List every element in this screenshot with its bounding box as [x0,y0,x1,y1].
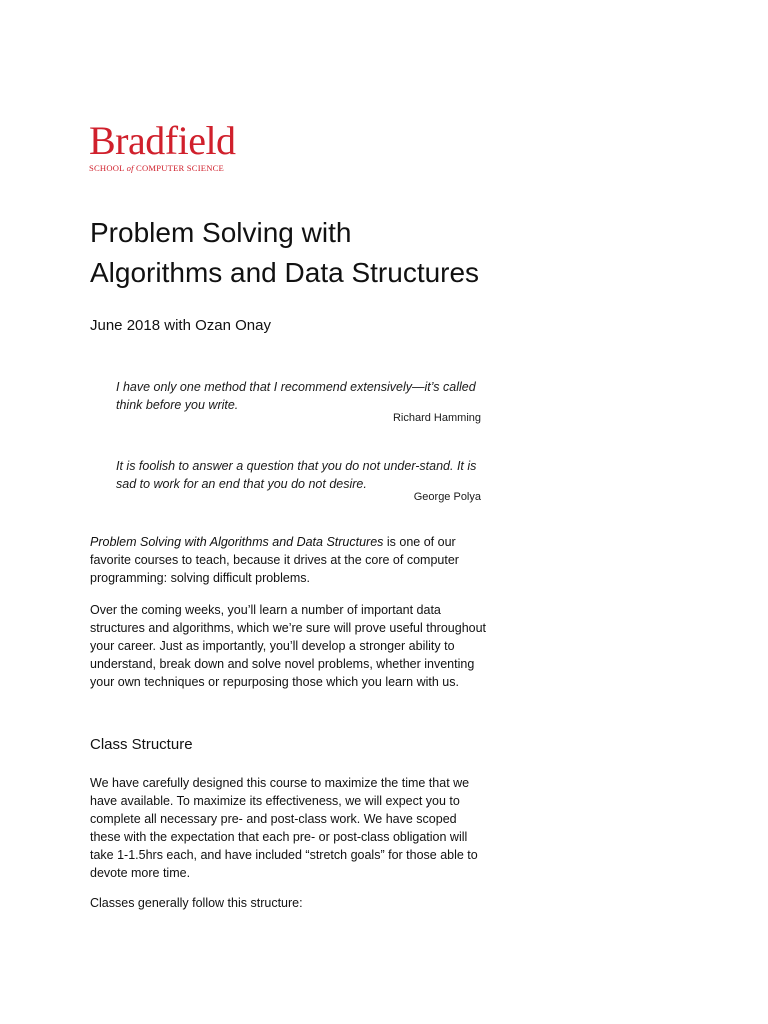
body-paragraph: Over the coming weeks, you’ll learn a number of important data structures and algorithms, which we’re sure will prove useful throughout your career. Just as importantly, you’ll develop a stronger ability to understand, break down and solve novel problems, whether inventing your own techniques or repurposing those which you learn with us. [90,603,487,689]
body-paragraph: We have carefully designed this course to maximize the time that we have available. To maximize its effectiveness, we will expect you to complete all necessary pre- and post-class work. We have scoped these with the expectation that each pre- or post-class obligation will take 1-1.5hrs each, and have included “stretch goals” for those able to devote more time. [90,776,478,880]
intro-text: is one of our favorite courses to teach, because it drives at the core of computer programming: solving difficult problems. [90,535,459,585]
quote-text: It is foolish to answer a question that you do not under-stand. It is sad to work for an end that you do not desire. [116,459,477,491]
logo-subtitle-of: of [126,163,134,173]
section-heading: Class Structure [90,736,193,753]
logo-subtitle-prefix: SCHOOL [89,163,127,173]
logo-subtitle [89,163,259,173]
logo-wordmark: Bradfield [89,118,236,163]
epigraph-quote [116,457,481,504]
bradfield-logo [89,120,259,173]
page-title [90,213,590,293]
logo-subtitle-suffix: COMPUTER SCIENCE [133,163,225,173]
course-date-instructor: June 2018 with Ozan Onay [90,317,271,334]
page-title-line-2: Algorithms and Data Structures [90,257,480,288]
quote-author: George Polya [413,491,481,503]
quote-text: I have only one method that I recommend extensively—it’s called think before you write. [116,380,476,412]
intro-paragraph [90,533,490,587]
course-title-emphasis: Problem Solving with Algorithms and Data Structures [90,535,384,549]
epigraph-quote [116,378,481,425]
page-title-line-1: Problem Solving with [90,217,352,248]
quote-author: Richard Hamming [392,412,481,424]
body-paragraph: Classes generally follow this structure: [90,896,303,910]
